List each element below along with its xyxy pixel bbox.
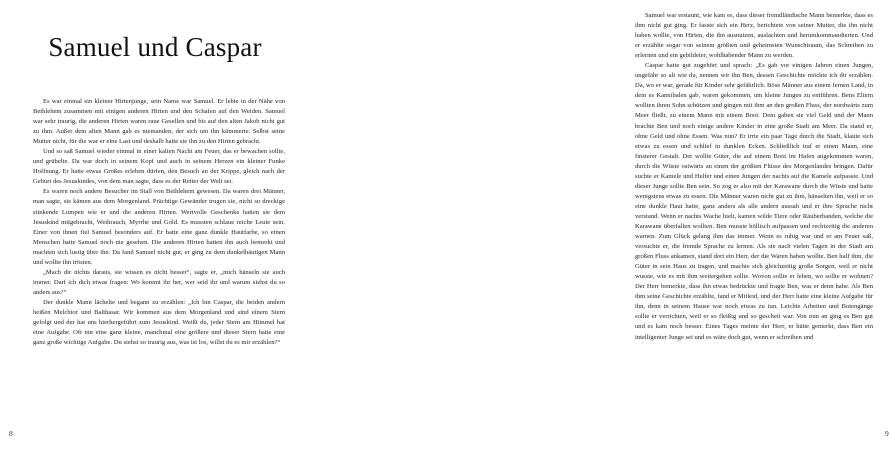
right-page-body	[635, 11, 873, 343]
right-page	[300, 0, 889, 451]
page-number: 9	[885, 429, 889, 438]
left-page-body	[33, 97, 285, 348]
paragraph: Der dunkle Mann lächelte und begann zu erzählen: „Ich bin Caspar, die beiden andern heißen Melchior und Balthasar. Wir kommen aus dem Morgenland und sind einem Stern gefolgt und der hat uns hierhergeführt zum Jesuskind. Weißt du, jeder Stern am Himmel hat eine Aufgabe. Oft nur eine ganz kleine, manchmal eine größere und dieser Stern hatte eine ganz große wichtige Aufgabe. Du siehst so traurig aus, was ist los, willst du es mir erzählen?“	[33, 298, 285, 347]
paragraph: Samuel war erstaunt, wie kam es, dass dieser fremdländische Mann bemerkte, dass es ihm nicht gut ging. Er fasste sich ein Herz, berichtete von seiner Mutter, die ihn nicht haben wollte, von Hirten, die ihn ausnutzen, auslachten und herumkommandierten. Und er erzählte sogar von seinem größten und geheimsten Wunschtraum, das Schreiben zu erlernen und ein gebildeter, wohlhabender Mann zu werden.	[635, 12, 873, 60]
chapter-title: Samuel und Caspar	[48, 32, 262, 62]
page-number: 8	[9, 429, 13, 438]
paragraph: „Mach dir nichts daraus, sie wissen es nicht besser“, sagte er, „mich hänseln sie auch immer. Darf ich dich etwas fragen: Wo kommt ihr her, wer seid ihr und warum siehst du so anders aus?“	[33, 268, 285, 296]
left-page	[0, 0, 300, 451]
paragraph: Es waren noch andere Besucher im Stall von Bethlehem gewesen. Da waren drei Männer, man sagte, sie kämen aus dem Morgenland. Prächtige Gewänder trugen sie, nicht so dreckige stinkende Lumpen wie er und die anderen Hirten. Wertvolle Geschenke hatten sie dem Jesuskind mitgebracht, Weihrauch, Myrrhe und Gold. Es mussten schlaue reiche Leute sein. Einer von ihnen fiel Samuel besonders auf. Er hatte eine ganz dunkle Hautfarbe, so einen Menschen hatte Samuel noch nie gesehen. Die anderen Hirten hatten ihn auch bemerkt und machten sich lustig über ihn. Da fand Samuel nicht gut, er ging zu dem dunkelhäutigen Mann und wollte ihn trösten.	[33, 188, 285, 266]
paragraph: Es war einmal ein kleiner Hirtenjunge, sein Name war Samuel. Er lebte in der Nähe von Bethlehem zusammen mit einigen anderen Hirten und den Schafen auf den Weiden. Samuel war sehr traurig, die anderen Hirten waren raue Gesellen und bis auf den alten Jakob nicht gut zu ihm. Außer dem alten Mann gab es niemanden, der sich um ihn kümmerte. Selbst seine Mutter nicht, für die war er eine Last und deshalb hatte sie ihn zu den Hirten gebracht.	[33, 98, 285, 146]
paragraph: Caspar hatte gut zugehört und sprach: „Es gab vor einigen Jahren einen Jungen, ungefähr so alt wie du, nennen wir ihn Ben, dessen Geschichte möchte ich dir erzählen. Da, wo er war, gerade für Kinder sehr gefährlich. Böse Männer aus einem fernen Land, in dem es Kannibalen gab, waren gekommen, um kleine Jungen zu entführen. Bens Eltern wollten ihren Sohn schützen und gingen mit ihm an den großen Fluss, der nordwärts zum Meer fließt, zu einem Mann mit einem Boot. Dem gaben sie viel Geld und der Mann brachte Ben und noch einige andere Kinder in eine große Stadt am Meer. Da stand er, ohne Geld und ohne Essen. Was nun? Er irrte ein paar Tage durch die Stadt, klaute sich etwas zu essen und schlief in dunklen Ecken. Schließlich traf er einen Mann, eine finsterer Gestalt. Der wollte Güter, die auf einem Boot im Hafen angekommen waren, durch die Wüste ostwärts an einen der größten Flüsse des Morgenlandes bringen. Dafür suchte er Kamele und Helfer und einen Jungen der nachts auf die Kamele aufpasste. Und dieser Junge sollte Ben sein. So zog er also mit der Karawane durch die Wüste und hatte wenigstens etwas zu essen. Die Männer waren nicht gut zu ihm, hänselten ihn, weil er so eine dunkle Haut hatte, ganz anders als alle andern aussah und er ihre Sprache nicht verstand. Wenn er nachts Wache hielt, kamen wilde Tiere oder Räuberbanden, welche die Karawane überfallen wollten. Ben musste höllisch aufpassen und rechtzeitig die anderen warnen. Zum Glück gelang ihm das immer. Wenn es ruhig war und er am Feuer saß, versuchte er, die fremde Sprache zu lernen. Als sie nach vielen Tagen in der Stadt am großen Fluss ankamen, stand dort ein Herr, der die Waren haben wollte. Ben half ihm, die Güter in sein Haus zu tragen, und machte sich gleichzeitig große Sorgen, weil er nicht wusste, wie es mit ihm weitergehen sollte. Wovon sollte er leben, wo sollte er wohnen? Der Herr bemerkte, dass ihn etwas bedrückte und fragte Ben, was er denn habe. Als Ben ihm seine Geschichte erzählte, fand er Mitleid, und der Herr hatte eine kleine Aufgabe für ihn, denn in seinem Hause war noch etwas zu tun. Leichte Arbeiten und Botengänge sollte er verrichten, weil er so fleißig und so gescheit war. Von nun an ging es Ben gut und es kam noch besser. Eines Tages meinte der Herr, er hätte gemerkt, dass Ben ein intelligenter Junge sei und es wäre doch gut, wenn er schreiben und	[635, 62, 873, 341]
paragraph: Und so saß Samuel wieder einmal in einer kalten Nacht am Feuer, das er bewachen sollte, und grübelte. Da war doch in seinem Kopf und auch in seinem Herzen ein kleiner Funke Hoffnung. Er hatte etwas Großes erleben dürfen, den Besuch an der Krippe, gleich nach der Geburt des Jesuskindes, von dem man sagte, dass es der Retter der Welt sei.	[33, 148, 285, 186]
